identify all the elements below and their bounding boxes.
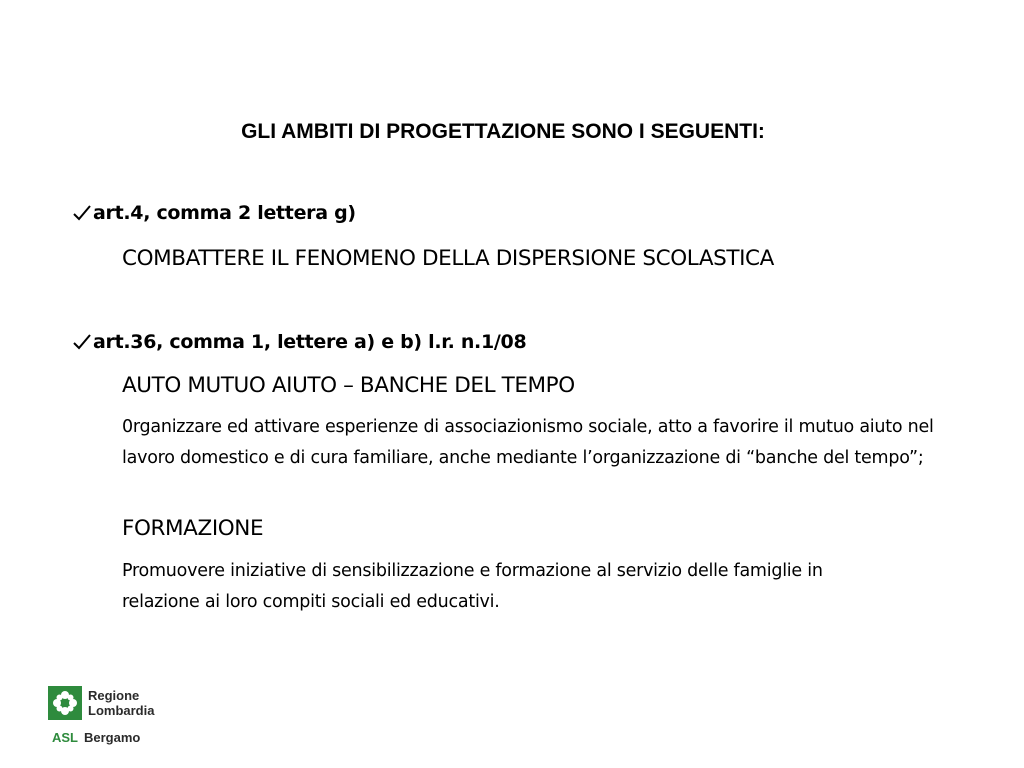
- description-formazione: Promuovere iniziative di sensibilizzazione e formazione al servizio delle famiglie in relazione ai loro compiti sociali ed educativi.: [122, 561, 823, 612]
- logo-asl-line: [52, 730, 140, 745]
- subheading-auto-mutuo-aiuto: AUTO MUTUO AIUTO – BANCHE DEL TEMPO: [122, 373, 575, 398]
- slide-title: GLI AMBITI DI PROGETTAZIONE SONO I SEGUENTI:: [241, 120, 765, 143]
- logo-asl: ASL: [52, 730, 78, 745]
- bullet-art-36-label: art.36, comma 1, lettere a) e b) l.r. n.1/08: [93, 331, 527, 353]
- bullet-art-36: [72, 331, 526, 353]
- description-auto-mutuo-aiuto: 0rganizzare ed attivare esperienze di associazionismo sociale, atto a favorire il mutuo aiuto nel lavoro domestico e di cura familiare, anche mediante l’organizzazione di “banche del tempo”;: [122, 417, 934, 468]
- lombardy-rose-icon: [48, 686, 82, 720]
- regione-lombardia-logo: [48, 686, 178, 750]
- logo-line-2: Lombardia: [88, 703, 155, 718]
- logo-line-1: Regione: [88, 688, 140, 703]
- bullet-art-4-label: art.4, comma 2 lettera g): [93, 202, 356, 224]
- subheading-formazione: FORMAZIONE: [122, 516, 264, 541]
- bullet-art-4: [72, 202, 356, 224]
- logo-name: [88, 688, 154, 718]
- subheading-dispersione: COMBATTERE IL FENOMENO DELLA DISPERSIONE SCOLASTICA: [122, 246, 774, 271]
- checkmark-icon: [72, 333, 92, 351]
- checkmark-icon: [72, 204, 92, 222]
- logo-city: Bergamo: [84, 730, 141, 745]
